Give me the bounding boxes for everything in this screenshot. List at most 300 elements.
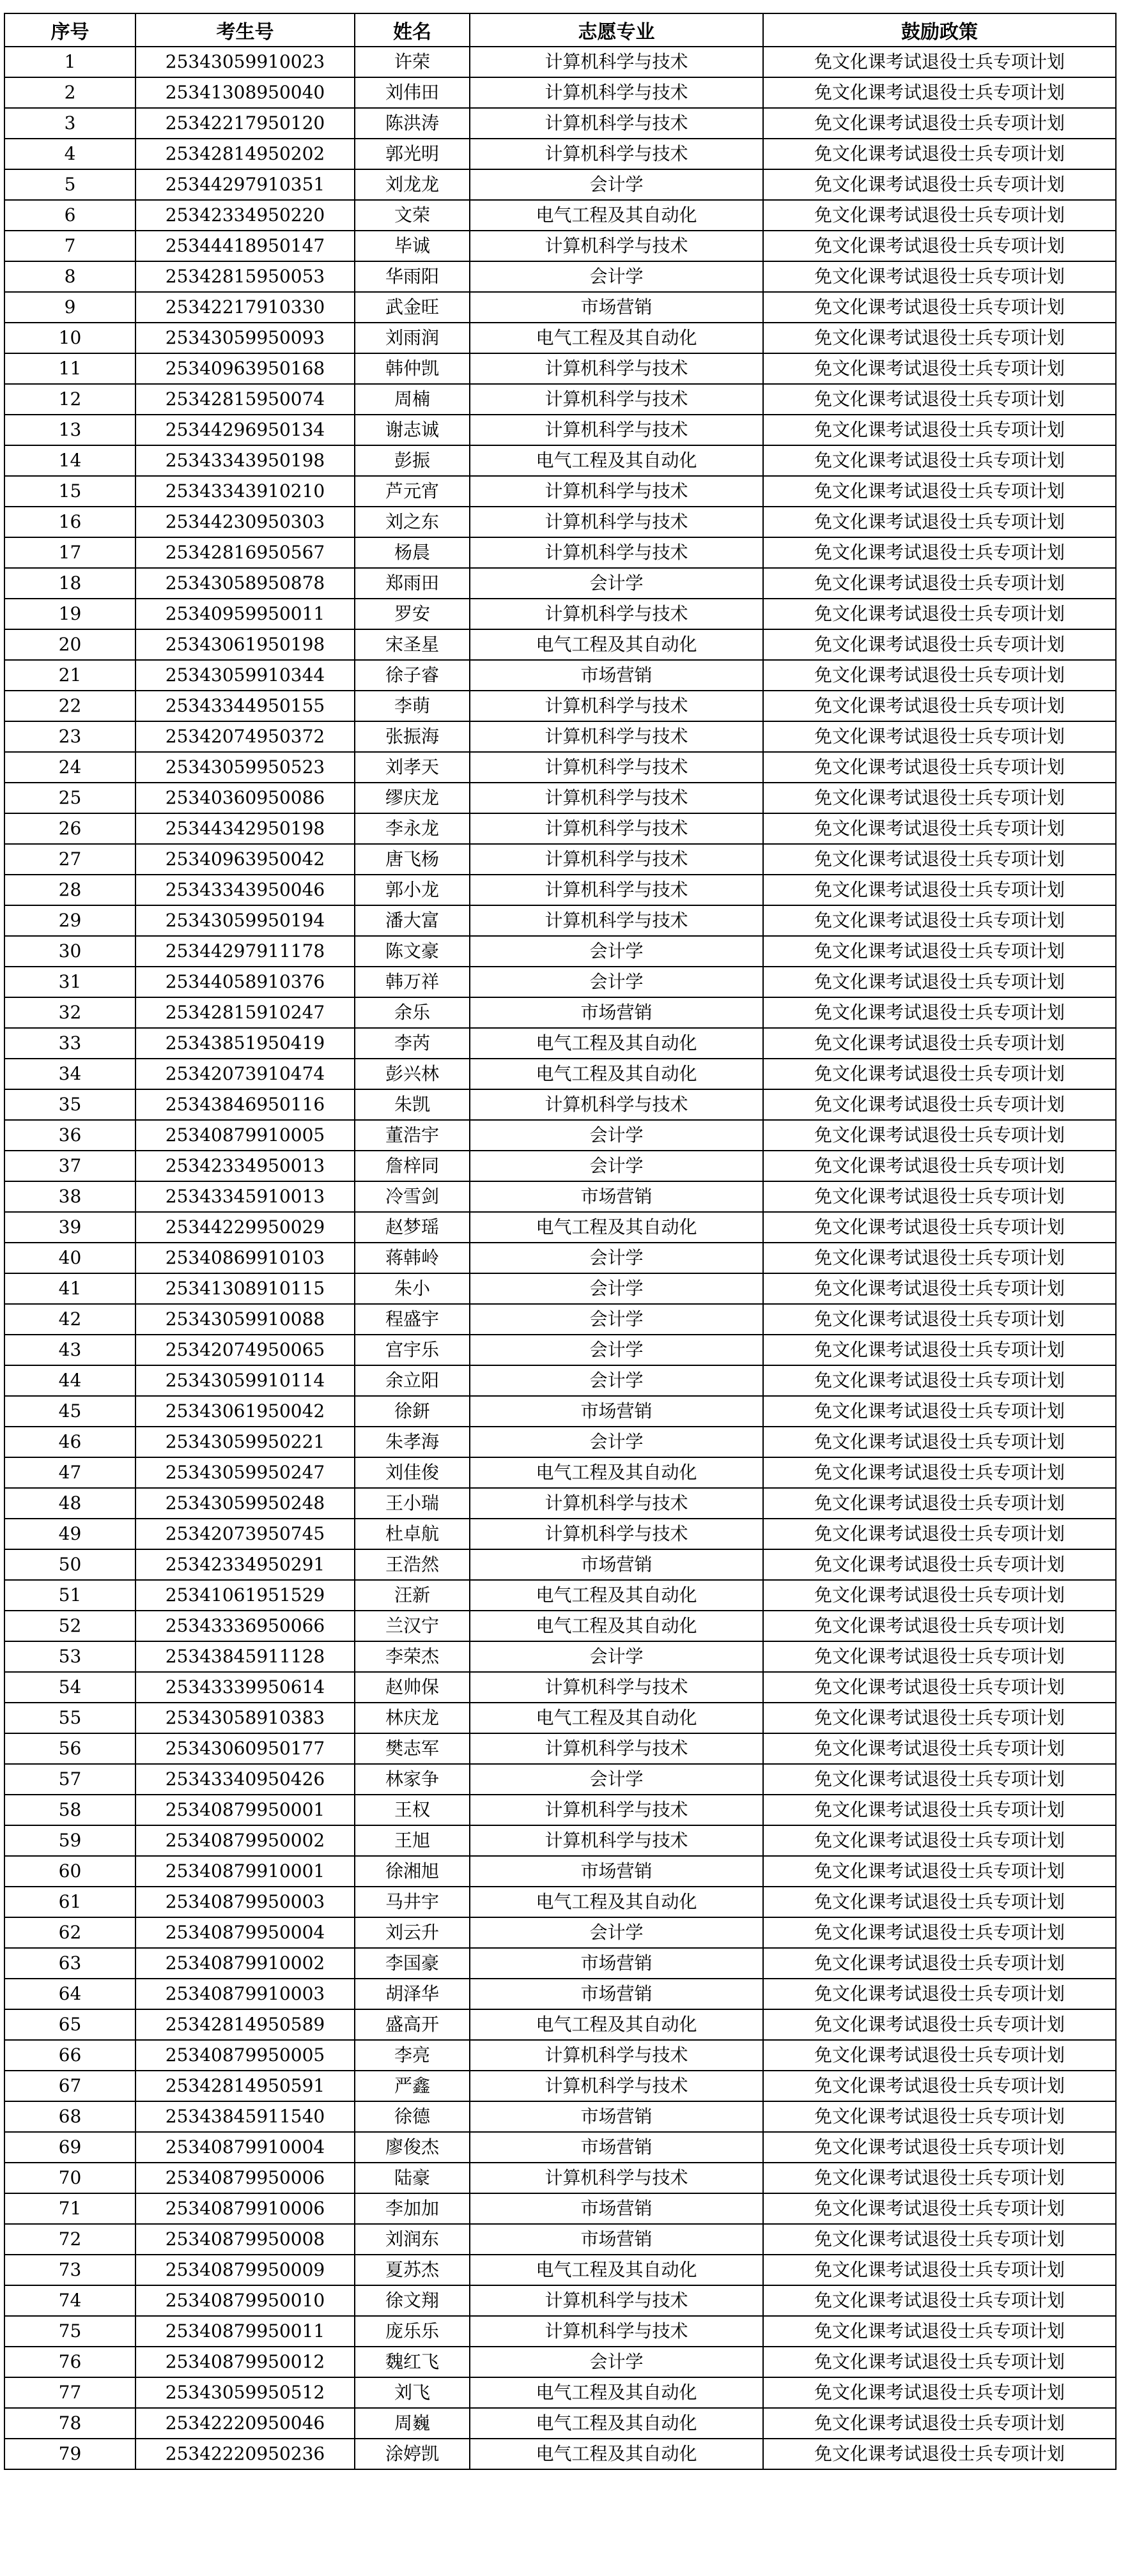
cell-exam-no: 25342217950120 [135,108,355,139]
cell-exam-no: 25343059910088 [135,1304,355,1335]
table-row [4,1243,1116,1273]
cell-major: 计算机科学与技术 [470,1795,763,1825]
cell-name: 马井宇 [355,1887,470,1917]
cell-exam-no: 25342816950567 [135,537,355,568]
cell-exam-no: 25343061950042 [135,1396,355,1427]
cell-seq: 42 [4,1304,135,1335]
table-row [4,844,1116,875]
cell-exam-no: 25340879950003 [135,1887,355,1917]
cell-seq: 78 [4,2408,135,2439]
table-row [4,1396,1116,1427]
cell-seq: 4 [4,139,135,169]
cell-exam-no: 25342814950591 [135,2071,355,2101]
cell-seq: 57 [4,1764,135,1795]
cell-name: 严鑫 [355,2071,470,2101]
cell-policy: 免文化课考试退役士兵专项计划 [763,1273,1116,1304]
cell-name: 徐湘旭 [355,1856,470,1887]
cell-seq: 31 [4,967,135,997]
cell-exam-no: 25343059910023 [135,47,355,77]
table-row [4,507,1116,537]
cell-name: 余乐 [355,997,470,1028]
cell-exam-no: 25341061951529 [135,1580,355,1611]
cell-policy: 免文化课考试退役士兵专项计划 [763,2408,1116,2439]
cell-policy: 免文化课考试退役士兵专项计划 [763,2439,1116,2469]
cell-policy: 免文化课考试退役士兵专项计划 [763,445,1116,476]
cell-policy: 免文化课考试退役士兵专项计划 [763,1028,1116,1059]
cell-major: 会计学 [470,169,763,200]
cell-name: 徐鈃 [355,1396,470,1427]
cell-policy: 免文化课考试退役士兵专项计划 [763,2009,1116,2040]
table-row [4,1457,1116,1488]
cell-policy: 免文化课考试退役士兵专项计划 [763,2071,1116,2101]
table-row [4,169,1116,200]
cell-name: 蒋韩岭 [355,1243,470,1273]
cell-seq: 51 [4,1580,135,1611]
table-header-row [4,13,1116,47]
cell-exam-no: 25342815950053 [135,261,355,292]
table-row [4,1580,1116,1611]
table-row [4,1825,1116,1856]
cell-seq: 13 [4,415,135,445]
cell-name: 魏红飞 [355,2347,470,2377]
cell-seq: 37 [4,1151,135,1181]
cell-exam-no: 25342074950372 [135,721,355,752]
cell-seq: 47 [4,1457,135,1488]
cell-name: 杜卓航 [355,1519,470,1549]
table-row [4,353,1116,384]
cell-major: 电气工程及其自动化 [470,629,763,660]
cell-seq: 79 [4,2439,135,2469]
cell-policy: 免文化课考试退役士兵专项计划 [763,1212,1116,1243]
cell-policy: 免文化课考试退役士兵专项计划 [763,1979,1116,2009]
cell-name: 朱小 [355,1273,470,1304]
cell-exam-no: 25340879950008 [135,2224,355,2255]
cell-seq: 23 [4,721,135,752]
cell-name: 赵帅保 [355,1672,470,1703]
cell-major: 电气工程及其自动化 [470,1580,763,1611]
cell-major: 市场营销 [470,292,763,323]
cell-name: 华雨阳 [355,261,470,292]
table-row [4,1519,1116,1549]
cell-name: 罗安 [355,599,470,629]
cell-name: 林庆龙 [355,1703,470,1733]
cell-exam-no: 25340360950086 [135,783,355,813]
cell-policy: 免文化课考试退役士兵专项计划 [763,476,1116,507]
cell-exam-no: 25340879950001 [135,1795,355,1825]
cell-name: 李荣杰 [355,1641,470,1672]
cell-policy: 免文化课考试退役士兵专项计划 [763,2285,1116,2316]
cell-exam-no: 25340879950012 [135,2347,355,2377]
cell-policy: 免文化课考试退役士兵专项计划 [763,323,1116,353]
cell-major: 计算机科学与技术 [470,476,763,507]
cell-major: 计算机科学与技术 [470,1519,763,1549]
cell-policy: 免文化课考试退役士兵专项计划 [763,353,1116,384]
cell-name: 李萌 [355,691,470,721]
cell-major: 电气工程及其自动化 [470,1028,763,1059]
cell-major: 市场营销 [470,1549,763,1580]
cell-name: 刘伟田 [355,77,470,108]
cell-exam-no: 25340879910005 [135,1120,355,1151]
cell-policy: 免文化课考试退役士兵专项计划 [763,169,1116,200]
cell-major: 会计学 [470,1151,763,1181]
cell-seq: 24 [4,752,135,783]
cell-name: 李永龙 [355,813,470,844]
cell-major: 会计学 [470,1764,763,1795]
cell-policy: 免文化课考试退役士兵专项计划 [763,1856,1116,1887]
cell-name: 徐德 [355,2101,470,2132]
cell-name: 詹梓同 [355,1151,470,1181]
cell-exam-no: 25343343910210 [135,476,355,507]
cell-major: 会计学 [470,1427,763,1457]
cell-policy: 免文化课考试退役士兵专项计划 [763,997,1116,1028]
table-row [4,2285,1116,2316]
cell-policy: 免文化课考试退役士兵专项计划 [763,2347,1116,2377]
cell-name: 郑雨田 [355,568,470,599]
table-row [4,1059,1116,1089]
table-row [4,261,1116,292]
cell-seq: 69 [4,2132,135,2163]
cell-policy: 免文化课考试退役士兵专项计划 [763,1304,1116,1335]
cell-exam-no: 25342217910330 [135,292,355,323]
table-row [4,200,1116,231]
cell-name: 林家争 [355,1764,470,1795]
cell-policy: 免文化课考试退役士兵专项计划 [763,1887,1116,1917]
cell-seq: 46 [4,1427,135,1457]
cell-seq: 58 [4,1795,135,1825]
cell-exam-no: 25343059950248 [135,1488,355,1519]
cell-exam-no: 25343059950093 [135,323,355,353]
cell-policy: 免文化课考试退役士兵专项计划 [763,1795,1116,1825]
table-row [4,1427,1116,1457]
cell-name: 武金旺 [355,292,470,323]
table-row [4,997,1116,1028]
cell-policy: 免文化课考试退役士兵专项计划 [763,384,1116,415]
cell-major: 电气工程及其自动化 [470,2377,763,2408]
cell-name: 芦元宵 [355,476,470,507]
cell-major: 计算机科学与技术 [470,752,763,783]
cell-seq: 34 [4,1059,135,1089]
cell-seq: 3 [4,108,135,139]
cell-major: 计算机科学与技术 [470,875,763,905]
cell-name: 李亮 [355,2040,470,2071]
cell-policy: 免文化课考试退役士兵专项计划 [763,936,1116,967]
cell-exam-no: 25343344950155 [135,691,355,721]
cell-name: 郭小龙 [355,875,470,905]
cell-exam-no: 25343058950878 [135,568,355,599]
cell-seq: 38 [4,1181,135,1212]
table-row [4,77,1116,108]
cell-exam-no: 25342073910474 [135,1059,355,1089]
cell-policy: 免文化课考试退役士兵专项计划 [763,292,1116,323]
cell-seq: 59 [4,1825,135,1856]
table-row [4,2101,1116,2132]
cell-exam-no: 25344342950198 [135,813,355,844]
cell-major: 计算机科学与技术 [470,353,763,384]
cell-seq: 43 [4,1335,135,1365]
cell-exam-no: 25343059950247 [135,1457,355,1488]
cell-major: 电气工程及其自动化 [470,2408,763,2439]
cell-seq: 39 [4,1212,135,1243]
cell-major: 会计学 [470,568,763,599]
table-row [4,2439,1116,2469]
table-row [4,1304,1116,1335]
cell-seq: 48 [4,1488,135,1519]
cell-exam-no: 25344297910351 [135,169,355,200]
cell-exam-no: 25340879950005 [135,2040,355,2071]
cell-major: 会计学 [470,1641,763,1672]
cell-name: 王权 [355,1795,470,1825]
cell-policy: 免文化课考试退役士兵专项计划 [763,2316,1116,2347]
table-row [4,476,1116,507]
cell-seq: 41 [4,1273,135,1304]
cell-major: 计算机科学与技术 [470,139,763,169]
cell-policy: 免文化课考试退役士兵专项计划 [763,1427,1116,1457]
cell-exam-no: 25342334950013 [135,1151,355,1181]
table-row [4,384,1116,415]
cell-exam-no: 25342334950220 [135,200,355,231]
cell-major: 市场营销 [470,2193,763,2224]
cell-exam-no: 25344058910376 [135,967,355,997]
table-row [4,2224,1116,2255]
cell-name: 董浩宇 [355,1120,470,1151]
cell-name: 余立阳 [355,1365,470,1396]
table-row [4,660,1116,691]
cell-exam-no: 25344229950029 [135,1212,355,1243]
table-row [4,752,1116,783]
cell-exam-no: 25342814950202 [135,139,355,169]
cell-major: 会计学 [470,1304,763,1335]
cell-major: 会计学 [470,1243,763,1273]
table-row [4,691,1116,721]
cell-major: 计算机科学与技术 [470,691,763,721]
cell-exam-no: 25340869910103 [135,1243,355,1273]
cell-policy: 免文化课考试退役士兵专项计划 [763,1825,1116,1856]
table-row [4,323,1116,353]
table-row [4,47,1116,77]
table-row [4,2009,1116,2040]
cell-policy: 免文化课考试退役士兵专项计划 [763,599,1116,629]
cell-major: 电气工程及其自动化 [470,445,763,476]
cell-name: 朱凯 [355,1089,470,1120]
cell-name: 夏苏杰 [355,2255,470,2285]
table-row [4,2132,1116,2163]
cell-seq: 26 [4,813,135,844]
cell-policy: 免文化课考试退役士兵专项计划 [763,568,1116,599]
cell-name: 郭光明 [355,139,470,169]
cell-name: 陈洪涛 [355,108,470,139]
cell-seq: 21 [4,660,135,691]
cell-policy: 免文化课考试退役士兵专项计划 [763,875,1116,905]
cell-policy: 免文化课考试退役士兵专项计划 [763,507,1116,537]
table-row [4,1764,1116,1795]
cell-seq: 28 [4,875,135,905]
cell-seq: 64 [4,1979,135,2009]
cell-name: 李芮 [355,1028,470,1059]
cell-seq: 11 [4,353,135,384]
cell-policy: 免文化课考试退役士兵专项计划 [763,108,1116,139]
table-row [4,2255,1116,2285]
cell-seq: 32 [4,997,135,1028]
table-row [4,2193,1116,2224]
cell-name: 谢志诚 [355,415,470,445]
cell-name: 缪庆龙 [355,783,470,813]
cell-policy: 免文化课考试退役士兵专项计划 [763,2193,1116,2224]
cell-name: 刘云升 [355,1917,470,1948]
cell-policy: 免文化课考试退役士兵专项计划 [763,660,1116,691]
table-row [4,783,1116,813]
cell-policy: 免文化课考试退役士兵专项计划 [763,1519,1116,1549]
cell-name: 宫宇乐 [355,1335,470,1365]
cell-policy: 免文化课考试退役士兵专项计划 [763,2101,1116,2132]
cell-major: 电气工程及其自动化 [470,2439,763,2469]
header-seq: 序号 [4,13,135,47]
cell-name: 刘润东 [355,2224,470,2255]
cell-seq: 60 [4,1856,135,1887]
cell-name: 程盛宇 [355,1304,470,1335]
cell-name: 兰汉宁 [355,1611,470,1641]
cell-major: 计算机科学与技术 [470,813,763,844]
cell-policy: 免文化课考试退役士兵专项计划 [763,2132,1116,2163]
cell-major: 计算机科学与技术 [470,231,763,261]
table-row [4,1335,1116,1365]
cell-name: 刘佳俊 [355,1457,470,1488]
cell-exam-no: 25343343950046 [135,875,355,905]
cell-seq: 77 [4,2377,135,2408]
header-name: 姓名 [355,13,470,47]
cell-major: 电气工程及其自动化 [470,1703,763,1733]
cell-exam-no: 25344297911178 [135,936,355,967]
table-row [4,936,1116,967]
cell-major: 市场营销 [470,997,763,1028]
cell-seq: 65 [4,2009,135,2040]
cell-policy: 免文化课考试退役士兵专项计划 [763,629,1116,660]
cell-exam-no: 25343845911128 [135,1641,355,1672]
cell-name: 刘之东 [355,507,470,537]
cell-name: 刘飞 [355,2377,470,2408]
cell-name: 周巍 [355,2408,470,2439]
cell-exam-no: 25343059910344 [135,660,355,691]
cell-policy: 免文化课考试退役士兵专项计划 [763,1488,1116,1519]
cell-exam-no: 25340879950009 [135,2255,355,2285]
cell-major: 计算机科学与技术 [470,1089,763,1120]
cell-major: 会计学 [470,936,763,967]
cell-policy: 免文化课考试退役士兵专项计划 [763,1365,1116,1396]
table-row [4,1089,1116,1120]
cell-exam-no: 25343339950614 [135,1672,355,1703]
table-row [4,2163,1116,2193]
cell-major: 计算机科学与技术 [470,1733,763,1764]
cell-exam-no: 25342220950046 [135,2408,355,2439]
cell-name: 朱孝海 [355,1427,470,1457]
cell-major: 电气工程及其自动化 [470,1212,763,1243]
cell-major: 计算机科学与技术 [470,108,763,139]
header-exam-no: 考生号 [135,13,355,47]
table-row [4,1120,1116,1151]
cell-policy: 免文化课考试退役士兵专项计划 [763,415,1116,445]
cell-seq: 74 [4,2285,135,2316]
cell-exam-no: 25344296950134 [135,415,355,445]
cell-policy: 免文化课考试退役士兵专项计划 [763,47,1116,77]
cell-major: 计算机科学与技术 [470,77,763,108]
cell-seq: 75 [4,2316,135,2347]
cell-policy: 免文化课考试退役士兵专项计划 [763,967,1116,997]
cell-seq: 17 [4,537,135,568]
cell-exam-no: 25343345910013 [135,1181,355,1212]
cell-seq: 20 [4,629,135,660]
cell-seq: 8 [4,261,135,292]
cell-exam-no: 25340959950011 [135,599,355,629]
cell-policy: 免文化课考试退役士兵专项计划 [763,77,1116,108]
cell-exam-no: 25342814950589 [135,2009,355,2040]
cell-exam-no: 25341308950040 [135,77,355,108]
cell-policy: 免文化课考试退役士兵专项计划 [763,2224,1116,2255]
table-row [4,2071,1116,2101]
table-row [4,1795,1116,1825]
cell-exam-no: 25343059950523 [135,752,355,783]
table-body [4,47,1116,2469]
table-row [4,108,1116,139]
cell-major: 市场营销 [470,660,763,691]
cell-name: 胡泽华 [355,1979,470,2009]
cell-major: 计算机科学与技术 [470,2316,763,2347]
admission-list-table [4,13,1117,2470]
cell-policy: 免文化课考试退役士兵专项计划 [763,1549,1116,1580]
cell-major: 计算机科学与技术 [470,2071,763,2101]
cell-policy: 免文化课考试退役士兵专项计划 [763,1059,1116,1089]
cell-name: 徐文翔 [355,2285,470,2316]
cell-policy: 免文化课考试退役士兵专项计划 [763,1243,1116,1273]
table-row [4,2408,1116,2439]
cell-seq: 40 [4,1243,135,1273]
cell-major: 会计学 [470,1917,763,1948]
table-row [4,905,1116,936]
table-row [4,2347,1116,2377]
cell-seq: 15 [4,476,135,507]
cell-seq: 50 [4,1549,135,1580]
cell-policy: 免文化课考试退役士兵专项计划 [763,1917,1116,1948]
cell-exam-no: 25340879910001 [135,1856,355,1887]
cell-seq: 70 [4,2163,135,2193]
cell-name: 韩仲凯 [355,353,470,384]
cell-exam-no: 25340879950011 [135,2316,355,2347]
cell-seq: 30 [4,936,135,967]
table-row [4,139,1116,169]
cell-seq: 45 [4,1396,135,1427]
cell-policy: 免文化课考试退役士兵专项计划 [763,1396,1116,1427]
table-row [4,1733,1116,1764]
cell-policy: 免文化课考试退役士兵专项计划 [763,1733,1116,1764]
cell-name: 李国豪 [355,1948,470,1979]
cell-seq: 67 [4,2071,135,2101]
cell-seq: 6 [4,200,135,231]
cell-seq: 66 [4,2040,135,2071]
table-row [4,1948,1116,1979]
cell-major: 市场营销 [470,2101,763,2132]
cell-major: 市场营销 [470,1979,763,2009]
cell-major: 市场营销 [470,1856,763,1887]
cell-exam-no: 25340879910003 [135,1979,355,2009]
cell-seq: 49 [4,1519,135,1549]
cell-seq: 18 [4,568,135,599]
table-row [4,2377,1116,2408]
cell-policy: 免文化课考试退役士兵专项计划 [763,1611,1116,1641]
cell-exam-no: 25343336950066 [135,1611,355,1641]
table-row [4,1979,1116,2009]
cell-name: 廖俊杰 [355,2132,470,2163]
cell-policy: 免文化课考试退役士兵专项计划 [763,1948,1116,1979]
cell-seq: 55 [4,1703,135,1733]
cell-exam-no: 25340963950042 [135,844,355,875]
